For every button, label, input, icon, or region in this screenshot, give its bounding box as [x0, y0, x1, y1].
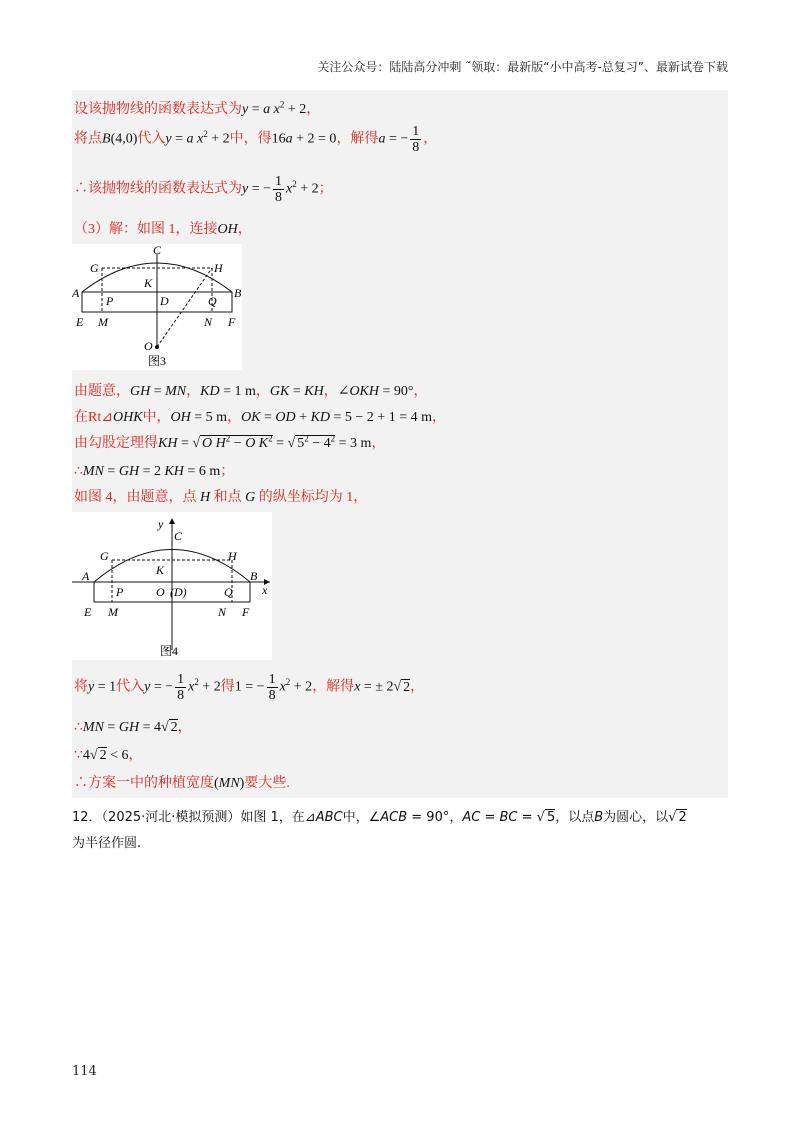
solution-line-13: ∴方案一中的种植宽度(MN)要大些.	[74, 776, 290, 791]
figure-4	[72, 512, 272, 660]
fig4-label-C: C	[174, 529, 183, 543]
page-header: 关注公众号：陆陆高分冲刺 ˜领取：最新版“小中高考-总复习”、最新试卷下载	[317, 60, 728, 74]
fig4-label-B: B	[250, 569, 258, 583]
fig3-label-M: M	[98, 315, 108, 329]
fig3-label-E: E	[76, 315, 84, 329]
solution-line-5: 由题意，GH = MN，KD = 1 m，GK = KH，∠OKH = 90°，	[74, 384, 428, 399]
solution-line-1: 设该抛物线的函数表达式为y = a $x^2 + 2$，	[74, 99, 321, 117]
fig3-label-P: P	[106, 294, 114, 308]
fig4-label-F: F	[242, 605, 250, 619]
problem-12-line-1: 12．（2025·河北·模拟预测）如图 1，在⊿ABC中，∠ACB = 90°，AC = BC = √ 5，以点B为圆心，以√ 2	[72, 810, 687, 825]
fig3-label-Q: Q	[208, 294, 217, 308]
fig4-label-D: (D)	[170, 585, 187, 599]
fig3-label-N: N	[204, 315, 213, 329]
fig3-label-A: A	[72, 286, 80, 300]
solution-line-6: 在Rt⊿OHK中，OH = 5 m，OK = OD + KD = 5 − 2 + 1 = 4 m，	[74, 410, 446, 425]
solution-line-7: 由勾股定理得KH = √ O $H^2 - O$ $K^2$ = √ $5^2 - 4^2 = 3$ m，	[74, 433, 386, 451]
solution-line-9: 如图 4，由题意，点 H 和点 G 的纵坐标均为 1，	[74, 490, 368, 505]
fig3-label-C: C	[153, 244, 162, 257]
fig4-label-M: M	[108, 605, 118, 619]
fig3-label-F: F	[228, 315, 236, 329]
solution-line-8: ∴MN = GH = 2 KH = 6 m；	[74, 464, 235, 479]
figure-3	[72, 244, 242, 370]
fig4-label-Q: Q	[224, 585, 233, 599]
fig4-label-A: A	[82, 569, 90, 583]
fig4-label-K: K	[156, 563, 165, 577]
fig4-label-P: P	[116, 585, 124, 599]
fig4-label-y: y	[158, 517, 164, 531]
solution-line-12: ∵4√ 2 < 6，	[74, 748, 143, 763]
fig3-label-K: K	[144, 276, 153, 290]
fig4-caption: 图4	[160, 644, 179, 658]
fig3-label-B: B	[234, 286, 242, 300]
solution-line-11: ∴MN = GH = 4√ 2，	[74, 720, 192, 735]
fig3-caption: 图3	[148, 354, 167, 368]
fig4-label-G: G	[100, 549, 109, 563]
fig3-label-O: O	[144, 339, 153, 353]
solution-line-4: （3）解：如图 1，连接OH，	[74, 222, 252, 237]
fig3-label-G: G	[90, 261, 99, 275]
fig4-label-N: N	[218, 605, 227, 619]
fig4-label-x: x	[262, 583, 268, 597]
fig4-label-H: H	[228, 549, 237, 563]
solution-line-3: ∴该抛物线的函数表达式为y = − $\frac{1}{8}$ $x^2 + 2$；	[74, 174, 333, 205]
fig3-label-H: H	[214, 261, 223, 275]
fig3-label-D: D	[160, 294, 169, 308]
fig4-label-O: O	[156, 585, 165, 599]
problem-12-line-2: 为半径作圆.	[72, 836, 142, 851]
solution-line-10: 将y = 1代入y = − $\frac{1}{8}$ $x^2 + 2$得1 = − $\frac{1}{8}$ $x^2 + 2$，解得x = ± 2√ 2，	[74, 672, 425, 703]
fig4-label-E: E	[84, 605, 92, 619]
solution-line-2: 将点B(4,0)代入y = a $x^2 + 2$中，得16a + 2 = 0，解得a = − $\frac{1}{8}$ ，	[74, 124, 438, 155]
page-number: 114	[72, 1064, 97, 1079]
